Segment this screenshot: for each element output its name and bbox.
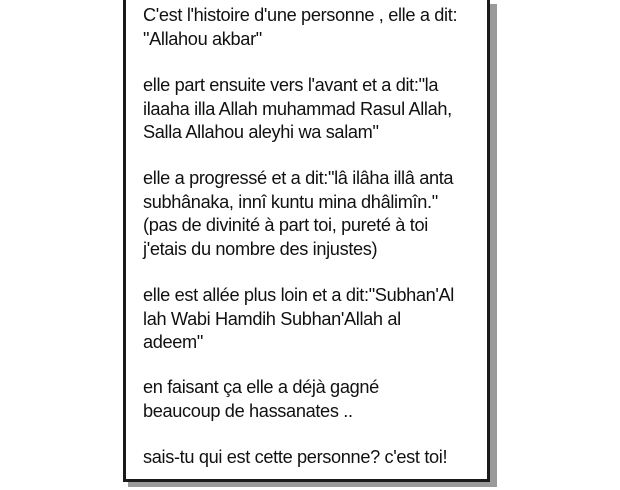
paragraph-6 <box>143 446 447 470</box>
paragraph-2 <box>143 74 452 145</box>
text-card <box>123 0 490 482</box>
paragraph-2-line-2: ilaaha illa Allah muhammad Rasul Allah, <box>143 98 452 119</box>
card-shadow <box>490 4 497 486</box>
paragraph-5-line-2: beaucoup de hassanates .. <box>143 400 353 421</box>
paragraph-3-line-2: subhânaka, innî kuntu mina dhâlimîn." <box>143 191 438 212</box>
paragraph-3-line-4: j'etais du nombre des injustes) <box>143 238 378 259</box>
paragraph-2-line-3: Salla Allahou aleyhi wa salam" <box>143 122 379 142</box>
paragraph-4-line-1: elle est allée plus loin et a dit:"Subhan'Al <box>143 285 454 305</box>
paragraph-5-line-1: en faisant ça elle a déjà gagné <box>143 377 379 397</box>
paragraph-4-line-3: adeem" <box>143 332 203 352</box>
card-shadow-bottom <box>128 482 497 487</box>
paragraph-5 <box>143 376 379 423</box>
paragraph-3-line-3: (pas de divinité à part toi, pureté à toi <box>143 215 428 235</box>
paragraph-3-line-1: elle a progressé et a dit:"lâ ilâha illâ anta <box>143 168 454 188</box>
paragraph-1-line-1: C'est l'histoire d'une personne , elle a dit: <box>143 5 458 25</box>
paragraph-4 <box>143 284 454 355</box>
paragraph-2-line-1: elle part ensuite vers l'avant et a dit:"la <box>143 75 439 95</box>
paragraph-3 <box>143 167 453 261</box>
paragraph-4-line-2: lah Wabi Hamdih Subhan'Allah al <box>143 308 401 329</box>
paragraph-6-line-1: sais-tu qui est cette personne? c'est toi! <box>143 447 448 467</box>
paragraph-1 <box>143 4 457 51</box>
paragraph-1-line-2: "Allahou akbar" <box>143 28 262 49</box>
